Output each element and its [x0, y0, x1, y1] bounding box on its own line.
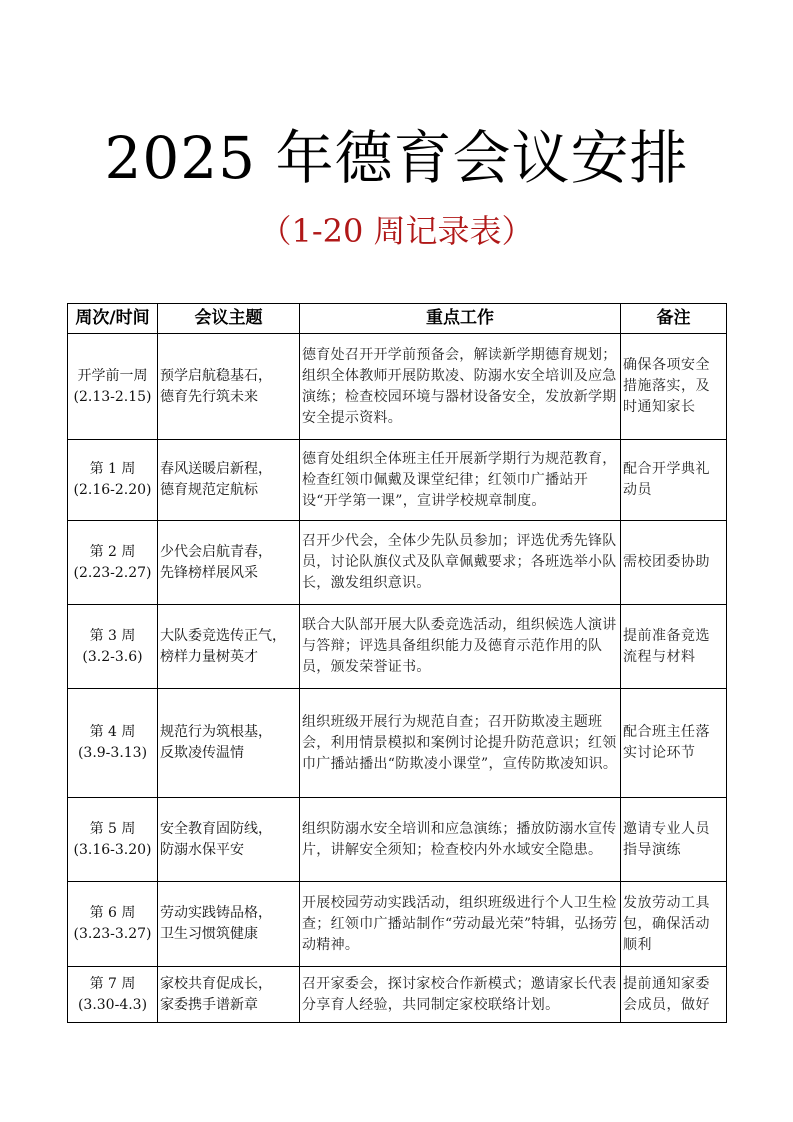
table-row [68, 967, 727, 1023]
week-label: 第 4 周 [89, 724, 136, 740]
note-cell: 提前准备竞选流程与材料 [621, 605, 727, 689]
theme-line: 德育规范定航标 [160, 482, 258, 498]
work-cell: 组织班级开展行为规范自查；召开防欺凌主题班会，利用情景模拟和案例讨论提升防范意识；红领巾广播站播出“防欺凌小课堂”，宣传防欺凌知识。 [300, 689, 621, 798]
theme-line: 德育先行筑未来 [160, 388, 258, 405]
note-cell: 发放劳动工具包，确保活动顺利 [621, 882, 727, 967]
note-cell: 邀请专业人员指导演练 [621, 798, 727, 882]
theme-cell [158, 882, 300, 967]
table-row [68, 440, 727, 521]
table-row [68, 689, 727, 798]
theme-line: 家委携手谱新章 [160, 996, 258, 1013]
note-cell: 提前通知家委会成员，做好 [621, 967, 727, 1023]
week-label: 第 3 周 [89, 627, 136, 644]
theme-line: 规范行为筑根基， [160, 724, 272, 740]
meeting-schedule-table [67, 303, 727, 1023]
header-week-time: 周次/时间 [68, 304, 158, 334]
work-cell: 开展校园劳动实践活动，组织班级进行个人卫生检查；红领巾广播站制作“劳动最光荣”特辑，弘扬劳动精神。 [300, 882, 621, 967]
note-cell: 配合班主任落实讨论环节 [621, 689, 727, 798]
week-label: 开学前一周 [77, 367, 148, 384]
theme-line: 榜样力量树英才 [160, 648, 258, 665]
theme-cell [158, 798, 300, 882]
note-cell: 需校团委协助 [621, 521, 727, 605]
work-cell: 联合大队部开展大队委竞选活动，组织候选人演讲与答辩；评选具备组织能力及德育示范作用的队员，颁发荣誉证书。 [300, 605, 621, 689]
table-header-row [68, 304, 727, 334]
theme-line: 劳动实践铸品格， [160, 905, 272, 921]
note-cell: 确保各项安全措施落实，及时通知家长 [621, 334, 727, 440]
table-row [68, 798, 727, 882]
work-cell: 组织防溺水安全培训和应急演练；播放防溺水宣传片，讲解安全须知；检查校内外水域安全隐患。 [300, 798, 621, 882]
week-dates: (3.2-3.6) [82, 648, 143, 665]
theme-line: 先锋榜样展风采 [160, 564, 258, 581]
theme-cell [158, 967, 300, 1023]
theme-cell [158, 605, 300, 689]
document-subtitle: （1-20 周记录表） [259, 212, 534, 250]
week-cell [68, 689, 158, 798]
work-cell: 召开家委会，探讨家校合作新模式；邀请家长代表分享育人经验，共同制定家校联络计划。 [300, 967, 621, 1023]
week-label: 第 2 周 [89, 543, 136, 560]
week-label: 第 1 周 [89, 461, 136, 477]
document-title: 2025 年德育会议安排 [104, 124, 689, 192]
theme-cell [158, 689, 300, 798]
week-cell [68, 521, 158, 605]
week-cell [68, 605, 158, 689]
table-row [68, 334, 727, 440]
week-label: 第 5 周 [89, 820, 136, 837]
header-meeting-theme: 会议主题 [158, 304, 300, 334]
week-cell [68, 440, 158, 521]
week-label: 第 7 周 [89, 975, 136, 992]
theme-line: 预学启航稳基石， [160, 367, 272, 384]
week-dates: (3.9-3.13) [77, 745, 148, 761]
week-cell [68, 798, 158, 882]
week-cell [68, 967, 158, 1023]
header-key-work: 重点工作 [300, 304, 621, 334]
week-dates: (3.30-4.3) [77, 996, 148, 1013]
theme-line: 卫生习惯筑健康 [160, 926, 258, 942]
theme-line: 少代会启航青春， [160, 543, 272, 560]
theme-line: 防溺水保平安 [160, 841, 244, 858]
theme-cell [158, 440, 300, 521]
week-dates: (2.13-2.15) [73, 388, 152, 405]
theme-line: 家校共育促成长， [160, 975, 272, 992]
theme-line: 春风送暖启新程， [160, 461, 272, 477]
week-dates: (2.16-2.20) [73, 482, 152, 498]
week-dates: (3.16-3.20) [73, 841, 152, 858]
table-row [68, 521, 727, 605]
week-dates: (3.23-3.27) [73, 926, 152, 942]
theme-cell [158, 334, 300, 440]
header-notes: 备注 [621, 304, 727, 334]
theme-line: 反欺凌传温情 [160, 745, 244, 761]
theme-line: 大队委竞选传正气， [160, 627, 286, 644]
week-cell [68, 882, 158, 967]
theme-line: 安全教育固防线， [160, 820, 272, 837]
week-dates: (2.23-2.27) [73, 564, 152, 581]
work-cell: 召开少代会，全体少先队员参加；评选优秀先锋队员，讨论队旗仪式及队章佩戴要求；各班选举小队长，激发组织意识。 [300, 521, 621, 605]
table-row [68, 605, 727, 689]
work-cell: 德育处召开开学前预备会，解读新学期德育规划；组织全体教师开展防欺凌、防溺水安全培训及应急演练；检查校园环境与器材设备安全，发放新学期安全提示资料。 [300, 334, 621, 440]
note-cell: 配合开学典礼动员 [621, 440, 727, 521]
week-label: 第 6 周 [89, 905, 136, 921]
week-cell [68, 334, 158, 440]
work-cell: 德育处组织全体班主任开展新学期行为规范教育，检查红领巾佩戴及课堂纪律；红领巾广播站开设“开学第一课”，宣讲学校规章制度。 [300, 440, 621, 521]
table-row [68, 882, 727, 967]
theme-cell [158, 521, 300, 605]
